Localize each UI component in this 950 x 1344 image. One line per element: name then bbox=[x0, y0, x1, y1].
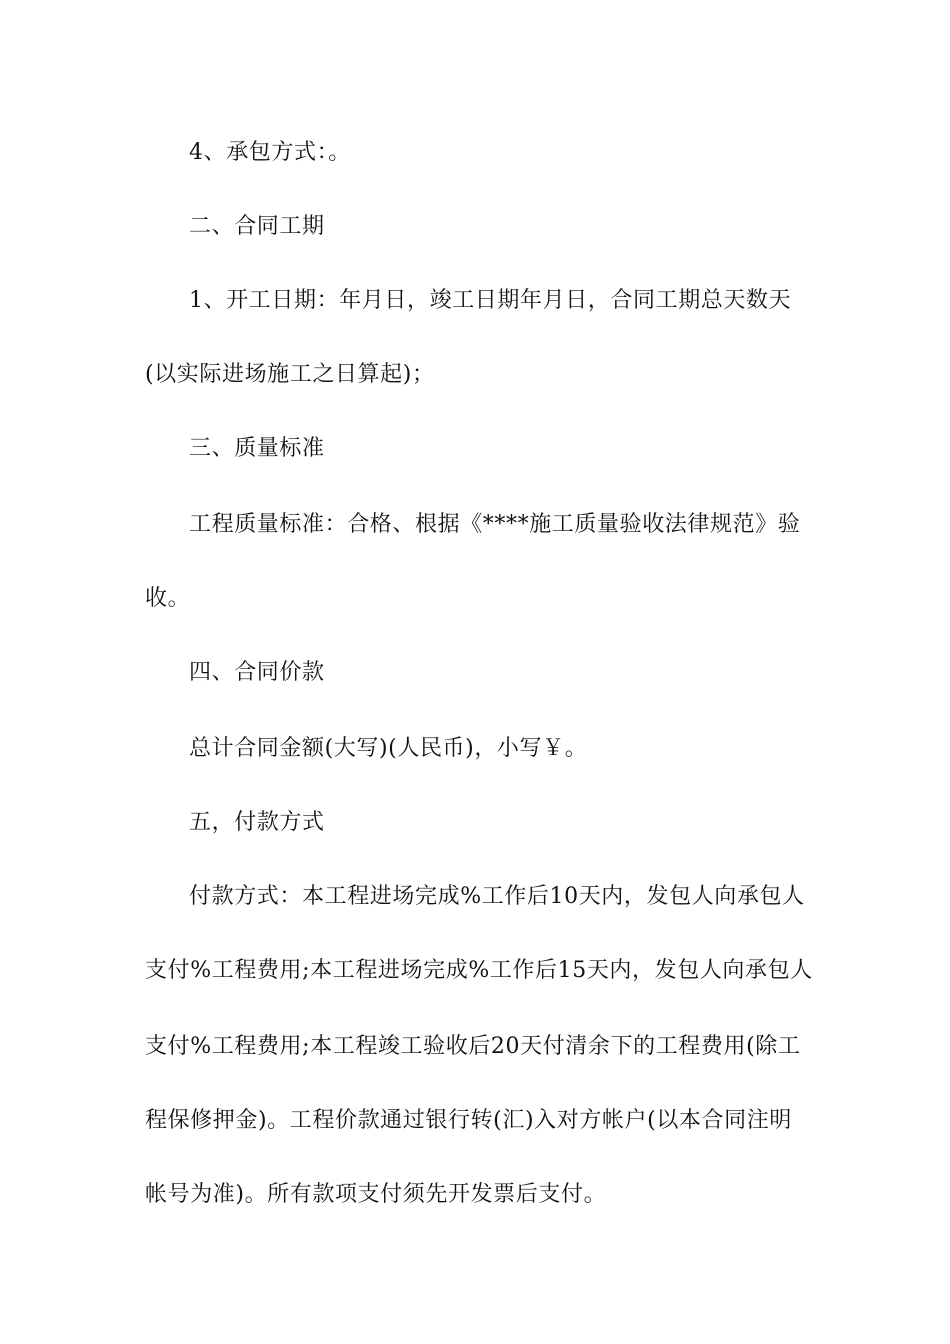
start-date-note-line: (以实际进场施工之日算起)； bbox=[145, 362, 435, 387]
section-heading-quality: 三、质量标准 bbox=[189, 436, 325, 461]
section-heading-term: 二、合同工期 bbox=[189, 214, 325, 239]
payment-paragraph-line-1: 付款方式：本工程进场完成%工作后10天内，发包人向承包人 bbox=[189, 884, 805, 909]
payment-paragraph-line-4: 程保修押金)。工程价款通过银行转(汇)入对方帐户(以本合同注明 bbox=[145, 1108, 792, 1133]
payment-paragraph-line-2: 支付%工程费用;本工程进场完成%工作后15天内，发包人向承包人 bbox=[145, 958, 813, 983]
section-heading-price: 四、合同价款 bbox=[189, 660, 325, 685]
quality-standard-continuation: 收。 bbox=[145, 586, 191, 611]
quality-standard-line: 工程质量标准：合格、根据《****施工质量验收法律规范》验 bbox=[189, 512, 801, 537]
start-date-line: 1、开工日期：年月日，竣工日期年月日，合同工期总天数天 bbox=[189, 288, 792, 313]
section-heading-payment: 五，付款方式 bbox=[189, 810, 325, 835]
payment-paragraph-line-5: 帐号为准)。所有款项支付须先开发票后支付。 bbox=[145, 1182, 607, 1207]
payment-paragraph-line-3: 支付%工程费用;本工程竣工验收后20天付清余下的工程费用(除工 bbox=[145, 1034, 801, 1059]
contract-method-line: 4、承包方式：。 bbox=[189, 140, 351, 165]
contract-amount-line: 总计合同金额(大写)(人民币)，小写￥。 bbox=[189, 736, 588, 761]
